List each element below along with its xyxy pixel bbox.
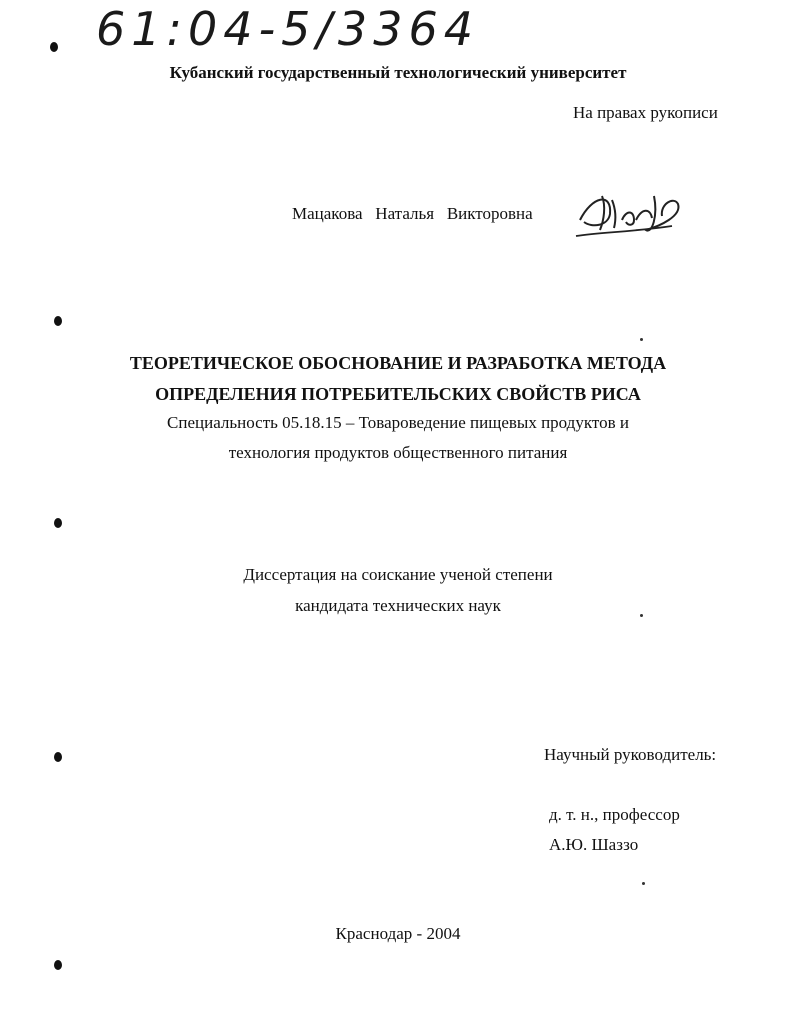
catalog-stamp: 61:04-5/3364 — [96, 2, 479, 56]
margin-dot — [54, 752, 62, 762]
thesis-title-line2: ОПРЕДЕЛЕНИЯ ПОТРЕБИТЕЛЬСКИХ СВОЙСТВ РИСА — [155, 384, 641, 404]
margin-dot — [54, 960, 62, 970]
margin-dot — [54, 518, 62, 528]
advisor-label: Научный руководитель: — [544, 745, 717, 764]
scan-speck — [640, 338, 643, 341]
city-year: Краснодар - 2004 — [335, 924, 461, 943]
scan-speck — [642, 882, 645, 885]
rights-note: На правах рукописи — [573, 103, 718, 122]
dissertation-line2: кандидата технических наук — [295, 596, 501, 615]
specialty-line1: Специальность 05.18.15 – Товароведение пищевых продуктов и — [167, 413, 629, 432]
advisor-name: А.Ю. Шаззо — [549, 835, 639, 854]
advisor-degree: д. т. н., профессор — [549, 805, 680, 824]
margin-dot — [54, 316, 62, 326]
university-name: Кубанский государственный технологический университет — [169, 63, 627, 82]
thesis-title-line1: ТЕОРЕТИЧЕСКОЕ ОБОСНОВАНИЕ И РАЗРАБОТКА МЕТОДА — [129, 353, 667, 373]
dissertation-line1: Диссертация на соискание ученой степени — [243, 565, 553, 584]
margin-dot — [50, 42, 58, 52]
specialty-line2: технология продуктов общественного питания — [228, 443, 568, 462]
author-name: Мацакова Наталья Викторовна — [292, 204, 533, 223]
signature-icon — [572, 186, 692, 246]
